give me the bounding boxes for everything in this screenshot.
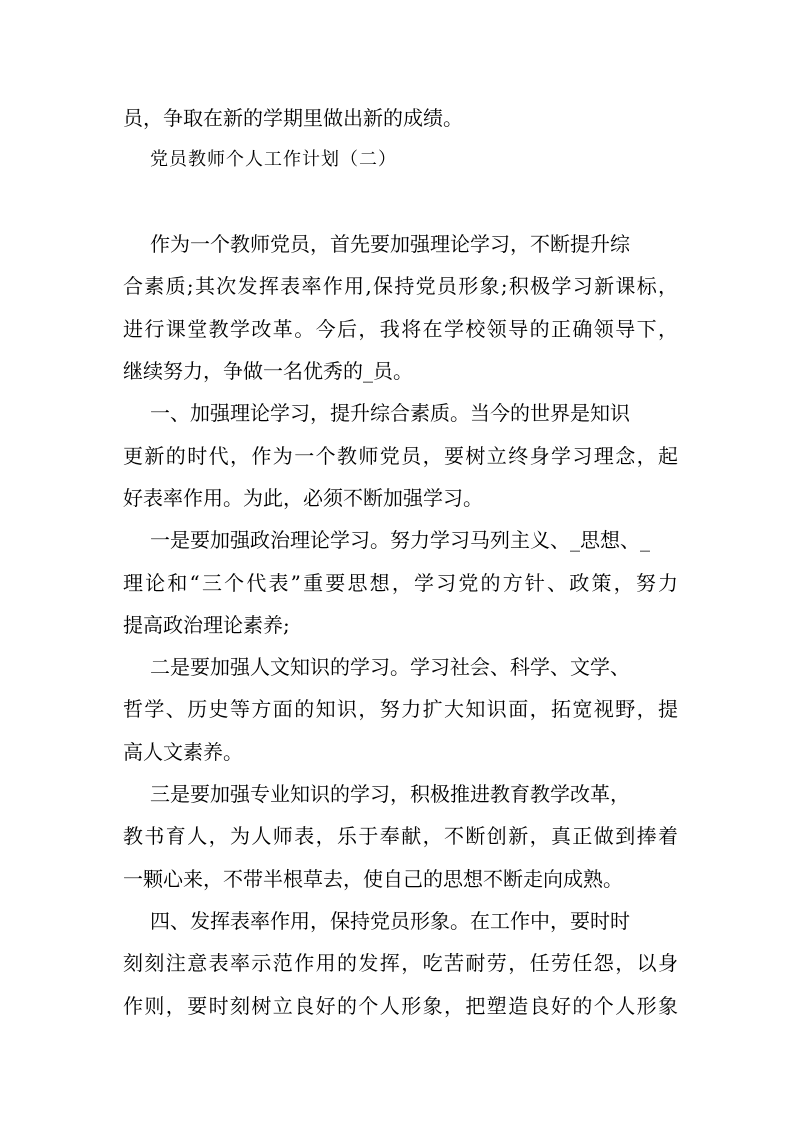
paragraph-line: 一、加强理论学习，提升综合素质。当今的世界是知识	[150, 401, 630, 425]
paragraph-line: 继续努力，争做一名优秀的_员。	[123, 359, 413, 383]
paragraph-line: 四、发挥表率作用，保持党员形象。在工作中，要时时	[150, 909, 630, 933]
paragraph-line: 一颗心来，不带半根草去，使自己的思想不断走向成熟。	[123, 867, 623, 891]
paragraph-line: 高人文素养。	[123, 740, 243, 764]
paragraph-line: 作为一个教师党员，首先要加强理论学习，不断提升综	[150, 232, 630, 256]
paragraph-line: 更新的时代，作为一个教师党员，要树立终身学习理念，起	[123, 444, 678, 468]
paragraph-line: 作则，要时刻树立良好的个人形象，把塑造良好的个人形象	[123, 994, 678, 1018]
paragraph-line: 提高政治理论素养;	[123, 613, 290, 637]
paragraph-line: 好表率作用。为此，必须不断加强学习。	[123, 486, 483, 510]
paragraph-line: 进行课堂教学改革。今后，我将在学校领导的正确领导下，	[123, 317, 678, 341]
paragraph-line: 理论和“三个代表”重要思想，学习党的方针、政策，努力	[123, 571, 678, 595]
paragraph-line: 教书育人，为人师表，乐于奉献，不断创新，真正做到捧着	[123, 824, 678, 848]
section-title: 党员教师个人工作计划（二）	[150, 149, 397, 170]
paragraph-line: 刻刻注意表率示范作用的发挥，吃苦耐劳，任劳任怨，以身	[123, 951, 678, 975]
paragraph-line: 三是要加强专业知识的学习，积极推进教育教学改革，	[150, 782, 630, 806]
paragraph-line: 一是要加强政治理论学习。努力学习马列主义、_思想、_	[150, 528, 650, 552]
paragraph-line: 哲学、历史等方面的知识，努力扩大知识面，拓宽视野，提	[123, 697, 678, 721]
continuation-line: 员，争取在新的学期里做出新的成绩。	[123, 106, 463, 130]
paragraph-line: 二是要加强人文知识的学习。学习社会、科学、文学、	[150, 655, 630, 679]
paragraph-line: 合素质;其次发挥表率作用,保持党员形象;积极学习新课标，	[123, 274, 678, 298]
